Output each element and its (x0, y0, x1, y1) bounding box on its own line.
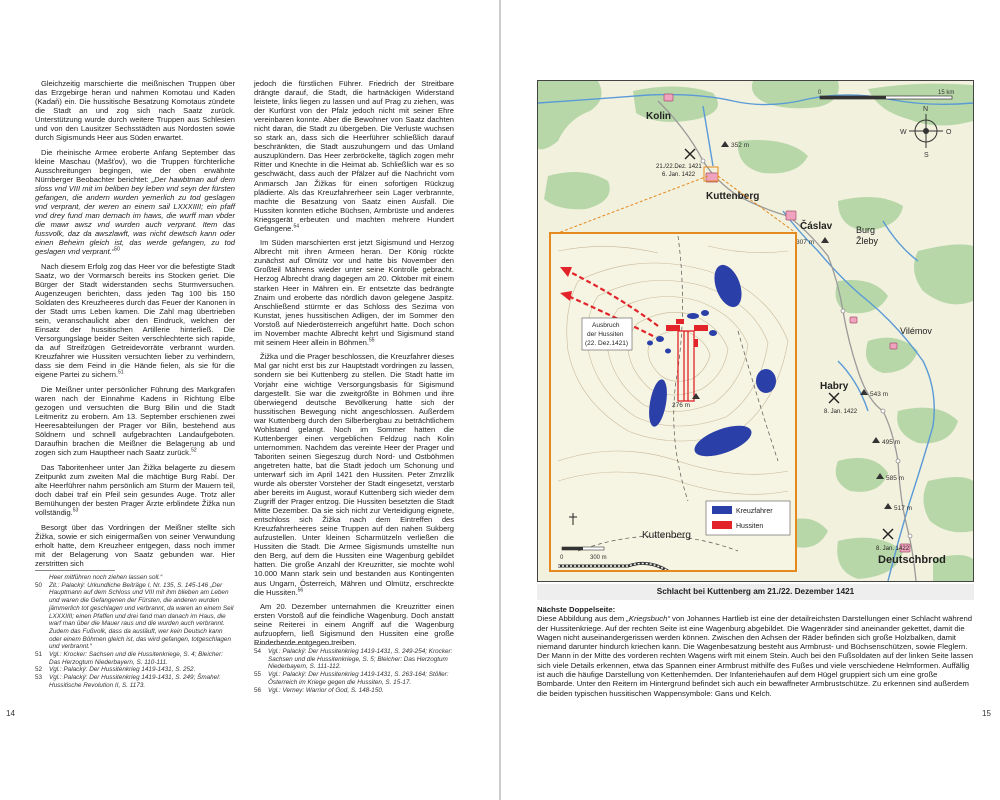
battle-label-deutschbrod: 8. Jan. 1422 (876, 546, 910, 552)
battle-map (537, 80, 974, 582)
footnote-ref[interactable]: 55 (368, 337, 375, 344)
col1-paragraph (35, 79, 235, 142)
footnote-text: Vgl.: Krocker: Sachsen und die Hussitenkriege, S. 4; Bleicher: Das Herzogtum Niederbayern, S. 110-111. (49, 651, 223, 666)
next-spread-description (537, 605, 974, 698)
legend-swatch-hussiten (712, 521, 732, 529)
footnote-number: 50 (35, 581, 43, 589)
compass-o: O (946, 129, 952, 136)
footnote-ref[interactable]: 50 (114, 246, 120, 253)
footnote-number: 56 (254, 686, 262, 694)
inset-map (550, 233, 796, 571)
battle-label-habry: 8. Jan. 1422 (824, 409, 858, 415)
footnote (254, 671, 454, 686)
footnote-ref[interactable]: 54 (293, 223, 300, 230)
compass-n: N (923, 106, 929, 113)
town-label-kolin: Kolin (646, 111, 671, 122)
col2-paragraph (254, 238, 454, 347)
footnote-number: 54 (254, 648, 262, 655)
town-label-habry: Habry (820, 381, 849, 392)
paragraph-text: Die Meißner unter persönlicher Führung des Markgrafen waren nach der Einnahme Kadens in Richtung Elbe gezogen und versuchten die Burg Bilin und die Stadt Leitmeritz zu erobern. Am 13. September erschienen zwei Heeresabteilungen der Prager vor Bilin, bestehend aus Söldnern und schnell aufgebrachten Landaufgeboten. Daraufhin brachen die Meißner die Belagerung ab und zogen sich zum Hauptheer nach Saatz zurück. (35, 385, 235, 458)
next-spread-intro: Diese Abbildung aus dem (537, 614, 627, 624)
elevation-307: 307 m (796, 239, 815, 246)
footnote-number: 52 (35, 666, 43, 674)
footnote (35, 582, 235, 651)
col2-paragraph (254, 352, 454, 596)
footnote-ref[interactable]: 56 (297, 587, 304, 594)
footnote-number: 53 (35, 674, 43, 682)
legend-swatch-kreuzfahrer (712, 506, 732, 514)
town-label-kuttenberg: Kuttenberg (706, 191, 760, 202)
footnotes-left (35, 570, 235, 690)
ausbruch-label-2: der Hussiten (587, 331, 624, 338)
elevation-543: 543 m (870, 391, 889, 398)
ausbruch-label-1: Ausbruch (592, 322, 620, 329)
elevation-517: 517 m (894, 505, 913, 512)
map-caption: Schlacht bei Kuttenberg am 21./22. Dezember 1421 (537, 584, 974, 600)
inset-scale-bar (562, 547, 604, 550)
page-number-left: 14 (6, 709, 15, 718)
footnote-ref[interactable]: 52 (191, 447, 197, 454)
col1-paragraph (35, 385, 235, 457)
legend-label-kreuzfahrer: Kreuzfahrer (736, 508, 773, 515)
footnote-text: Vgl.: Palacký: Der Hussitenkrieg 1419-1431, S. 252. (49, 666, 196, 674)
inset-scale-zero: 0 (560, 555, 564, 561)
compass-s: S (924, 152, 929, 159)
paragraph-text: Žižka und die Prager beschlossen, die Kreuzfahrer dieses Mal gar nicht erst bis zur Hauptstadt vordringen zu lassen, sondern sie bei Kuttenberg zu stellen. Die Stadt hatte im Vorjahr eine wichtige Versorgungsbasis für Sigismund dargestellt. Sie war die zweitgrößte in Böhmen und ihre überwiegend deutsche Bevölkerung hatte sich der hussitischen Bewegung nicht angeschlossen. Außerdem war Kuttenberg durch den Silberbergbau zu beträchtlichem Wohlstand gelangt. Noch im Sommer hatten die Kuttenberger einen vergeblichen Feldzug nach Kolin unternommen. Nachdem das vereinte Heer der Prager und Taboriten seinen Siegeszug durch Nord- und Ostböhmen angetreten hatte, bat die Stadt jedoch um Schonung und unterwarf sich im April 1421 den Hussiten. Peter Zmrzlík wurde als oberster Vorsteher der Stadt eingesetzt, verstarb aber bereits im August, worauf Kuttenberg sich wieder dem Zugriff der Prager entzog. Die Hussiten besetzten die Stadt Mitte Dezember. Da sie sich nicht zur Verteidigung eignete, entschloss sich Žižka nach dem Eintreffen des Kreuzfahrerheeres seine Truppen auf den nahen Sukberg aufzustellen. Unter kleinen Scharmützeln verließen die Hussiten die Stadt. Die Armee Sigismunds umstellte nun den Berg, auf dem die Hussiten eine Wagenburg gebildet hatten. Die große Anzahl der Kreuzritter, sie mochte wohl 10.000 Mann stark sein und bestanden aus Kontingenten aus Ungarn, Österreich, Mähren und Olmütz, erschreckte die Hussiten. (254, 352, 454, 597)
next-spread-book-title: „Kriegsbuch“ (626, 614, 670, 624)
map-svg (538, 81, 973, 581)
paragraph-text: Im Süden marschierten erst jetzt Sigismund und Herzog Albrecht mit ihren Armeen heran. Der König rückte zunächst auf Olmütz vor und hatte bis November den Großteil Mährens wieder unter seine Kontrolle gebracht. Herzog Albrecht drang dagegen am 20. Oktober mit einem starken Heer in Mähren ein. Er entsetzte das bedrängte Znaim und eroberte das nördlich davon gelegene Jaspitz. Anschließend stürmte er das Schloss des Sezima von Kunstat, jenes hussitischen Adligen, der im Sommer den Vorstoß auf Niederösterreich angeführt hatte. Doch schon im November machte Albrecht kehrt und Sigismund stand mit seinem Heer allein in Böhmen. (254, 238, 454, 347)
paragraph-quote: „Der hawbtman auf dem sloss vnd VIII mit im beliben bey leben vnd seyn der fürsten gefangen, die andern wurden yemerlich zu tod geslagen vnd verprant, der weren an einem sail LXXXIIII; ein pfaff vnd drey fund man dernach im haws, die wurff man vbder die mawr awsz vnd wurden auch verprant. Item das fussvolk, daz da awszlawft, was nicht dewtsch kann oder einen Beheim gleich ist, das werde gefangen, zu tod geslagen vnd verprant.“ (35, 174, 235, 257)
page-number-right: 15 (982, 709, 991, 718)
footnote-text: Vgl.: Palacký: Der Hussitenkrieg 1419-1431, S. 249-254; Krocker: Sachsen und die Hussitenkriege, S. 5; Bleicher: Das Herzogtum Niederbayern, S. 111-112. (268, 648, 453, 671)
text-column-1 (35, 79, 235, 573)
battle-label-kuttenberg-2: 6. Jan. 1422 (662, 172, 696, 178)
text-column-2 (254, 79, 454, 653)
footnote-text: Vgl.: Palacký: Der Hussitenkrieg 1419-1431, S. 263-164; Stöller: Österreich im Kriege gegen die Hussiten, S. 15-17. (268, 671, 449, 686)
paragraph-text: Die rheinische Armee eroberte Anfang September das kleine Maschau (Mašťov), wo die Truppen fürchterliche Ausschreitungen begingen, wie der oben erwähnte Nürnberger Beobachter berichtet: (35, 147, 235, 184)
paragraph-text: Nach diesem Erfolg zog das Heer vor die befestigte Stadt Saatz, wo der Vormarsch bereits ins Stocken geriet. Die Bürger der Stadt widerstanden sechs Sturmversuchen. Augenzeugen berichten, dass jeden Tag 100 bis 150 Soldaten des Kreuzheeres durch das Feuer der Kanonen in der Stadt ums Leben kamen. Die Zahl mag übertrieben sein, veranschaulicht aber den Eindruck, welchen der Einsatz der hussitischen Artillerie hinterließ. Die Versorgungslage beider Seiten verschlechterte sich rapide, da auf Streifzügen Getreidevorräte verbrannt wurden. Kreuzfahrer wie Hussiten versuchten lieber zu verhindern, dass sie dem Feind in die Hände fielen, als sie für die eigene Partei zu sichern. (35, 261, 235, 380)
footnote-ref[interactable]: 53 (72, 507, 79, 514)
elevation-495: 495 m (882, 439, 901, 446)
town-label-deutschbrod: Deutschbrod (878, 554, 946, 566)
col1-paragraph (35, 523, 235, 568)
col2-paragraph (254, 79, 454, 233)
col1-paragraph (35, 262, 235, 380)
footnote-text: Zit.: Palacký: Urkundliche Beiträge I, Nr. 135, S. 145-146 „Der Hauptmann auf dem Schloss und VIII mit ihm blieben am Leben und waren die Gefangenen der Fürsten, die anderen wurden jämmerlich tot geschlagen und verbrannt, da waren an einem Seil LXXXIIII; einen Pfaffen und drei fand man danach im Haus, die warf man über die Mauer raus und die wurden auch verbrannt. Zudem das Fußvolk, dass da ausläuft, wer kein Deutsch kann oder einem Böhmen gleich ist, das wird gefangen, totgeschlagen und verbrannt.“ (49, 581, 234, 651)
paragraph-text: Das Taboritenheer unter Jan Žižka belagerte zu diesem Zeitpunkt zum zweiten Mal die mächtige Burg Rabí. Der alte Heerführer nahm persönlich am Sturm der Mauern teil, doch dabei traf ein Pfeil sein gesundes Auge. Trotz aller Bemühungen der besten Prager Ärzte erblindete Žižka nun vollständig. (35, 462, 235, 518)
town-label-vilemov: Vilémov (900, 326, 932, 336)
footnote (35, 674, 235, 689)
page-gutter (499, 0, 501, 800)
footnote-text: Vgl.: Palacký: Der Hussitenkrieg 1419-1431, S. 249; Šmahel: Hussitische Revolution II, S. 1173. (49, 674, 221, 689)
footnote-text: Vgl.: Verney: Warrior of God, S. 148-150. (268, 686, 384, 694)
inset-town-label: Kuttenberg (642, 530, 691, 541)
footnote-rule (35, 570, 115, 571)
map-scale-end: 15 km (938, 90, 955, 96)
footnote-ref[interactable]: 51 (118, 369, 124, 376)
col1-paragraph (35, 463, 235, 517)
footnote (254, 648, 454, 671)
town-label-burg: Burg (856, 225, 876, 235)
footnote (254, 687, 454, 695)
paragraph-text: Gleichzeitig marschierte die meißnischen Truppen über das Erzgebirge heran und nahmen Komotau und Kaden (Kadaň) ein. Die hussitische Besatzung Komotaus zündete die Stadt an und zog sich nach Saatz zurück. Unterstützung wurde durch weitere Truppen aus Schlesien und von den Lausitzer Sechsstädten aus Nordosten sowie durch Sigismunds Heer aus Süden erwartet. (35, 79, 235, 143)
paragraph-text: Am 20. Dezember unternahmen die Kreuzritter einen ersten Vorstoß auf die feindliche Wagenburg. Doch anstatt seine Reiterei in einem Angriff auf die Wagenburg aufzuopfern, ließ Sigismund den Hussiten eine große Rinderherde entgegen treiben. (254, 602, 454, 648)
footnote-number: 55 (254, 671, 262, 679)
map-scale-zero: 0 (818, 90, 822, 96)
next-spread-heading: Nächste Doppelseite: (537, 605, 616, 614)
paragraph-text: Besorgt über das Vordringen der Meißner stellte sich Žižka, sowie er sich einigermaßen von seiner Verwundung erholt hatte, dem Kreuzheer entgegen, dass noch immer mit der Belagerung von Saatz gebunden war. Hier zerstritten sich (35, 522, 235, 568)
map-scale-bar (820, 96, 952, 99)
battle-label-kuttenberg-1: 21./22.Dez. 1421 (656, 164, 702, 170)
footnote-number: 51 (35, 651, 43, 659)
next-spread-text (537, 614, 974, 698)
compass-w: W (900, 129, 907, 136)
inset-scale-end: 300 m (590, 555, 607, 561)
legend-label-hussiten: Hussiten (736, 523, 764, 530)
footnote-rule (254, 644, 334, 645)
next-spread-body: von Johannes Hartlieb ist eine der detailreichsten Darstellungen einer Schlacht während der Hussitenkriege. Auf der rechten Seite ist eine Wagenburg abgebildet. Die Wagenräder sind aneinander gekettet, damit die Wagen nicht auseinandergerissen werden können. Zwischen den Achsen der Räder befinden sich große Holzbalken, damit niemand darunter hindurch kriechen kann. Die Wagenbesatzung besteht aus Armbrust- und Büchsenschützen, sowie Fleglern. Der Mann in der Mitte des vorderen rechten Wagens wirft mit einem Stein. Auch bei den Fußsoldaten auf der linken Seite lassen sich viele Details erkennen, etwa das Spannen einer Armbrust mithilfe des Fußes und viele verschiedene Helmformen. Auffällig ist auch die häufige Darstellung von Kettenhemden. Der Infanteriehaufen auf dem Hügel gruppiert sich um eine große Bombarde. Unter den Reitern im Hintergrund befindet sich auch ein bewaffneter Armbrustschütze. Zu erkennen sind außerdem die beiden typischen hussitischen Wappensymbole: Gans und Kelch. (537, 614, 973, 698)
town-label-caslav: Čáslav (800, 221, 833, 232)
paragraph-text: jedoch die fürstlichen Führer. Friedrich der Streitbare drängte darauf, die Stadt, die hartnäckigen Widerstand leistete, links liegen zu lassen und auf Prag zu ziehen, was der Kurfürst von der Pfalz jedoch nicht mit seiner Ehre vereinbaren konnte. Aber die Bewohner von Saatz dachten nicht daran, die Stadt zu übergeben. Die Verluste wuchsen so stark an, dass sich die Heerführer schließlich darauf beschränkten, die Stadt auszuhungern und das Umland auszuplündern. Das Heer zerbröckelte, täglich zogen mehr Ritter und Knechte in die Heimat ab. Schließlich war es so geschwächt, dass auch der Pfälzer auf die Nachricht vom Anmarsch Jan Žižkas für einen sofortigen Rückzug plädierte. Als das Kreuzfahrerheer sein Lager verbrannte, machte die Besatzung von Saatz einen Ausfall. Die Hussiten konnten etliche Büchsen, Armbrüste und anderes Kriegsgerät erbeuten und machten mehrere Hundert Gefangene. (254, 79, 454, 233)
town-label-zleby: Žleby (856, 236, 879, 246)
col2-paragraph (254, 602, 454, 647)
elevation-276: 276 m (672, 402, 691, 409)
col1-paragraph (35, 148, 235, 257)
footnote (35, 574, 235, 582)
elevation-352: 352 m (731, 142, 750, 149)
footnotes-right (254, 644, 454, 694)
footnote (35, 666, 235, 674)
footnote (35, 651, 235, 666)
elevation-585: 585 m (886, 475, 905, 482)
footnote-text: Heer mitführen noch ziehen lassen soll.“ (49, 574, 163, 581)
footnote-number (35, 574, 49, 582)
ausbruch-label-3: (22. Dez.1421) (585, 340, 628, 347)
